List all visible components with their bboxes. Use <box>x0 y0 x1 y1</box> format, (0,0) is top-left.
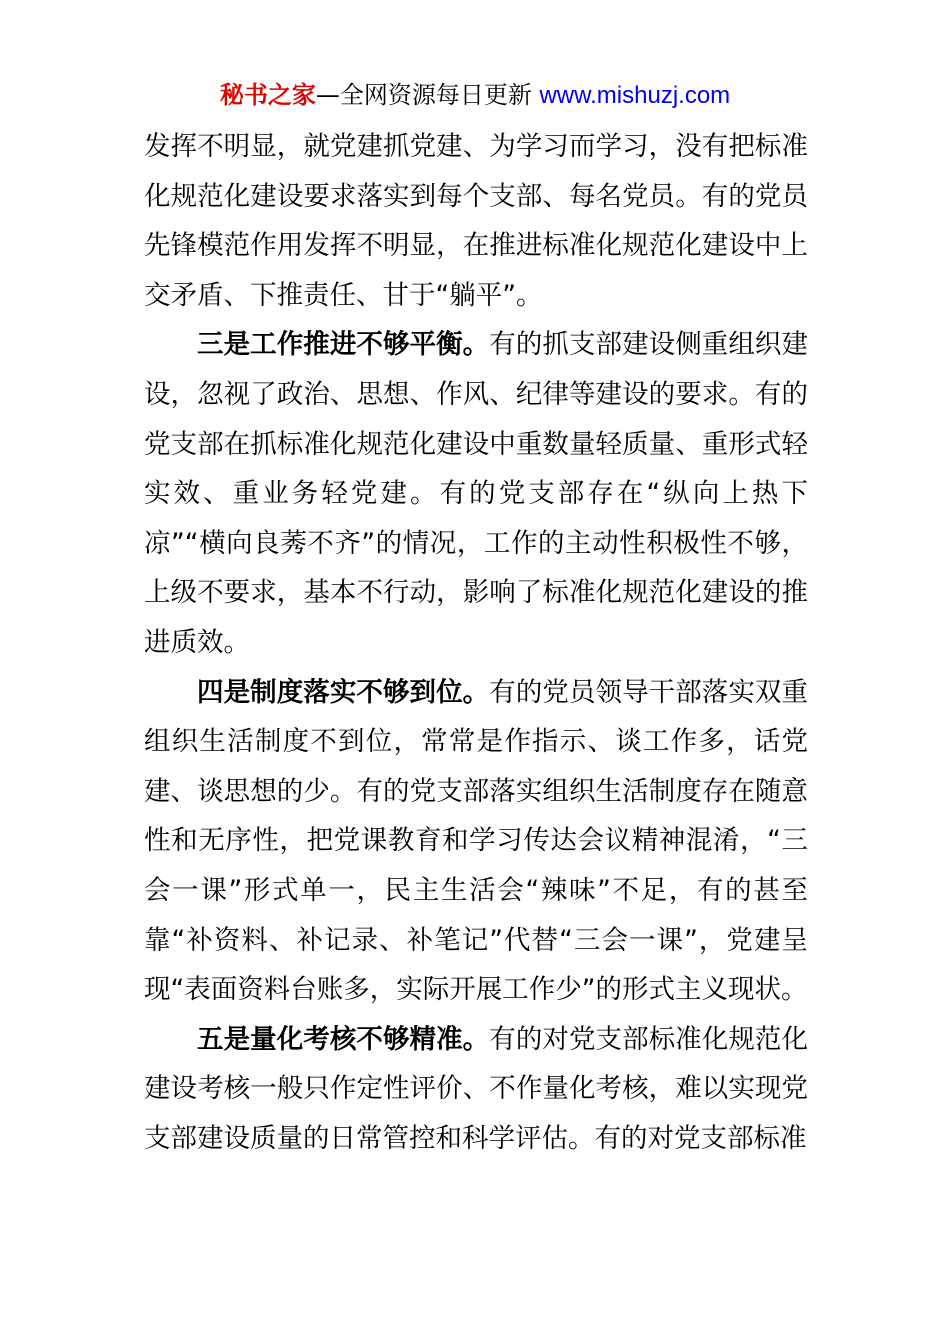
page-header <box>0 78 950 113</box>
paragraph-continued <box>144 122 808 320</box>
site-url-link[interactable]: www.mishuzj.com <box>539 82 731 109</box>
site-brand[interactable]: 秘书之家 <box>219 81 316 109</box>
paragraph-lead: 三是工作推进不够平衡。 <box>197 329 490 361</box>
paragraph-work-balance <box>144 320 808 667</box>
paragraph-text: 有的党员领导干部落实双重组织生活制度不到位，常常是作指示、谈工作多，话党建、谈思想的少。有的党支部落实组织生活制度存在随意性和无序性，把党课教育和学习传达会议精神混淆，“三会一课”形式单一，民主生活会“辣味”不足，有的甚至靠“补资料、补记录、补笔记”代替“三会一课”，党建呈现“表面资料台账多，实际开展工作少”的形式主义现状。 <box>144 676 808 1006</box>
paragraph-lead: 四是制度落实不够到位。 <box>197 676 490 708</box>
paragraph-system-implementation <box>144 668 808 1015</box>
paragraph-lead: 五是量化考核不够精准。 <box>197 1023 490 1055</box>
site-tagline: —全网资源每日更新 <box>315 81 532 109</box>
paragraph-text: 发挥不明显，就党建抓党建、为学习而学习，没有把标准化规范化建设要求落实到每个支部、每名党员。有的党员先锋模范作用发挥不明显，在推进标准化规范化建设中上交矛盾、下推责任、甘于“躺平”。 <box>144 131 808 311</box>
document-body <box>144 122 808 1163</box>
paragraph-assessment <box>144 1015 808 1164</box>
paragraph-text: 有的对党支部标准化规范化建设考核一般只作定性评价、不作量化考核，难以实现党支部建设质量的日常管控和科学评估。有的对党支部标准 <box>144 1023 808 1154</box>
paragraph-text: 有的抓支部建设侧重组织建设，忽视了政治、思想、作风、纪律等建设的要求。有的党支部在抓标准化规范化建设中重数量轻质量、重形式轻实效、重业务轻党建。有的党支部存在“纵向上热下凉”“横向良莠不齐”的情况，工作的主动性积极性不够，上级不要求，基本不行动，影响了标准化规范化建设的推进质效。 <box>144 329 808 658</box>
